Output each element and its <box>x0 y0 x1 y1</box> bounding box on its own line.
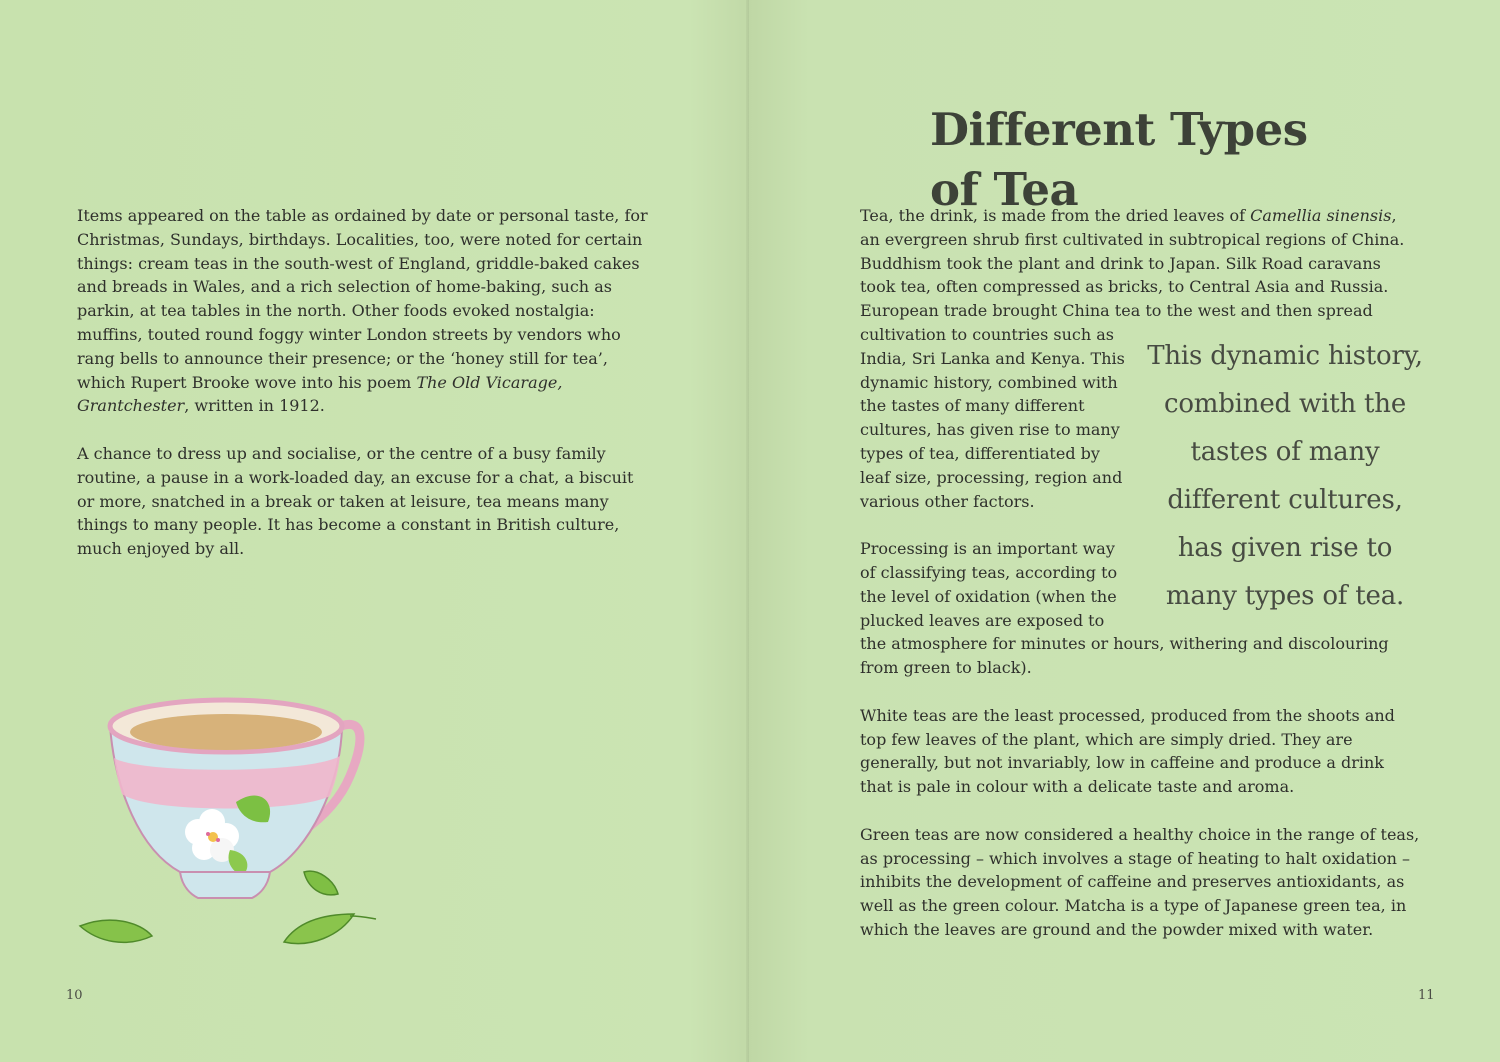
teacup-with-leaves-illustration <box>70 690 390 960</box>
right-page-text <box>860 204 1423 966</box>
page-number-left: 10 <box>66 988 83 1003</box>
right-paragraph-2: Processing is an important way of classifying teas, according to the level of oxidation (when the plucked leaves are exposed to the atmosphere for minutes or hours, withering and discolouring from green to black). <box>860 539 1389 678</box>
poem-title: The Old Vicarage, Grantchester <box>77 372 563 416</box>
right-paragraph-1: Tea, the drink, is made from the dried leaves of Camellia sinensis, an evergreen shrub first cultivated in subtropical regions of China. Buddhism took the plant and drink to Japan. Silk Road caravans took tea, often compressed as bricks, to Central Asia and Russia. European trade brought China tea to the west and then spread cultivation to countries such as India, Sri Lanka and Kenya. This dynamic history, combined with the tastes of many different cultures, has given rise to many types of tea, differentiated by leaf size, processing, region and various other factors. <box>860 206 1405 511</box>
species-name: Camellia sinensis <box>1250 206 1392 225</box>
page-title: Different Types of Tea <box>930 103 1308 216</box>
right-paragraph-3: White teas are the least processed, produced from the shoots and top few leaves of the plant, which are simply dried. They are generally, but not invariably, low in caffeine and produce a drink that is pale in colour with a delicate taste and aroma. <box>860 705 1395 797</box>
left-page-text <box>77 204 652 585</box>
pull-quote: This dynamic history, combined with the tastes of many different cultures, has given rise to many types of tea. <box>1147 341 1423 611</box>
left-paragraph-1: Items appeared on the table as ordained by date or personal taste, for Christmas, Sundays, birthdays. Localities, too, were noted for certain things: cream teas in the south-west of England, griddle-baked cakes and breads in Wales, and a rich selection of home-baking, such as parkin, at tea tables in the north. Other foods evoked nostalgia: muffins, touted round foggy winter London streets by vendors who rang bells to announce their presence; or the ‘honey still for tea’, which Rupert Brooke wove into his poem The Old Vicarage, Grantchester, written in 1912. <box>77 206 648 416</box>
left-page <box>0 0 749 1062</box>
left-paragraph-2: A chance to dress up and socialise, or the centre of a busy family routine, a pause in a work-loaded day, an excuse for a chat, a biscuit or more, snatched in a break or taken at leisure, tea means many things to many people. It has become a constant in British culture, much enjoyed by all. <box>77 443 634 559</box>
page-number-right: 11 <box>1418 988 1435 1003</box>
right-paragraph-4: Green teas are now considered a healthy choice in the range of teas, as processing – which involves a stage of heating to halt oxidation – inhibits the development of caffeine and preserves antioxidants, as well as the green colour. Matcha is a type of Japanese green tea, in which the leaves are ground and the powder mixed with water. <box>860 824 1420 939</box>
